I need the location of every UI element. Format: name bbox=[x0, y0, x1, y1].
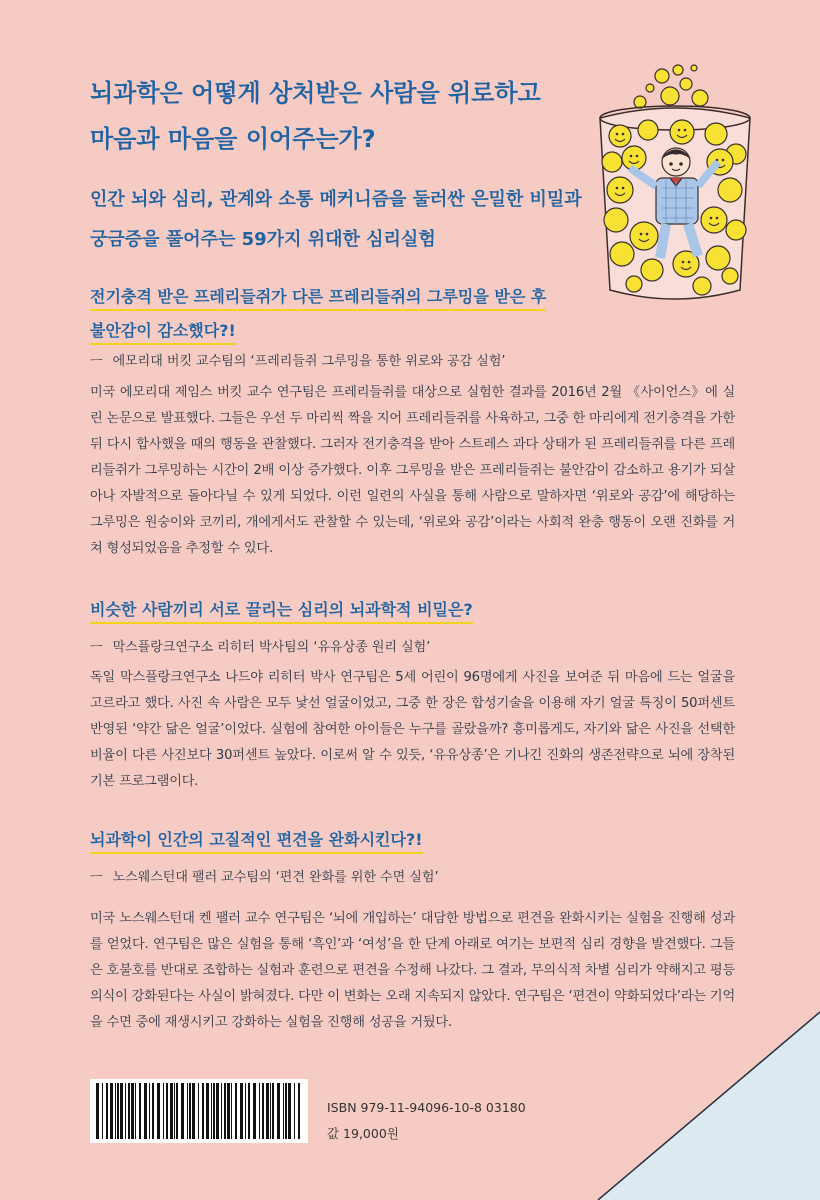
section-2-source-text: 막스플랑크연구소 리히터 박사팀의 ‘유유상종 원리 실험’ bbox=[112, 640, 431, 655]
headline-line-1: 뇌과학은 어떻게 상처받은 사람을 위로하고 bbox=[90, 79, 541, 107]
section-2-question-line-1: 비슷한 사람끼리 서로 끌리는 심리의 뇌과학적 비밀은? bbox=[90, 600, 473, 624]
section-2-source bbox=[90, 636, 430, 655]
subheadline bbox=[90, 180, 590, 260]
section-2-question bbox=[90, 593, 473, 627]
glass-of-smileys-illustration bbox=[590, 58, 760, 308]
section-3-source-dash: ㅡ bbox=[90, 870, 103, 885]
headline bbox=[90, 70, 570, 162]
section-2-source-dash: ㅡ bbox=[90, 640, 103, 655]
section-1-question bbox=[90, 280, 546, 348]
section-1-source bbox=[90, 350, 506, 369]
section-1-question-line-2: 불안감이 감소했다?! bbox=[90, 321, 236, 345]
section-1-source-dash: ㅡ bbox=[90, 354, 103, 369]
section-1-source-text: 에모리대 버킷 교수팀의 ‘프레리들쥐 그루밍을 통한 위로와 공감 실험’ bbox=[112, 354, 506, 369]
section-1-body: 미국 에모리대 제임스 버킷 교수 연구팀은 프레리들쥐를 대상으로 실험한 결과를 2016년 2월 《사이언스》에 실린 논문으로 발표했다. 그들은 우선 두 마리씩 짝을 지어 프레리들쥐를 사육하고, 그중 한 마리에게 전기충격을 가한 뒤 다시 합사했을 때의 행동을 관찰했다. 그러자 전기충격을 받아 스트레스 과다 상태가 된 프레리들쥐를 다른 프레리들쥐가 그루밍하는 시간이 2배 이상 증가했다. 이후 그루밍을 받은 프레리들쥐는 불안감이 감소하고 용기가 되살아나 자발적으로 돌아다닐 수 있게 되었다. 이런 일련의 사실을 통해 사람으로 말하자면 ‘위로와 공감’에 해당하는 그루밍은 원숭이와 코끼리, 개에게서도 관찰할 수 있는데, ‘위로와 공감’이라는 사회적 완충 행동이 오랜 진화를 거쳐 형성되었음을 추정할 수 있다. bbox=[90, 385, 735, 556]
section-3-source bbox=[90, 866, 439, 885]
section-3-body: 미국 노스웨스턴대 켄 팰러 교수 연구팀은 ‘뇌에 개입하는’ 대담한 방법으로 편견을 완화시키는 실험을 진행해 성과를 얻었다. 연구팀은 많은 실험을 통해 ‘흑인’과 ‘여성’을 한 단계 아래로 여기는 보편적 심리 경향을 발견했다. 그들은 호불호를 반대로 조합하는 실험과 훈련으로 편견을 수정해 나갔다. 그 결과, 무의식적 차별 심리가 약해지고 평등의식이 강화된다는 사실이 밝혀졌다. 다만 이 변화는 오래 지속되지 않았다. 연구팀은 ‘편견이 약화되었다’라는 기억을 수면 중에 재생시키고 강화하는 실험을 진행해 성공을 거뒀다. bbox=[90, 911, 735, 1030]
section-3-question-line-1: 뇌과학이 인간의 고질적인 편견을 완화시킨다?! bbox=[90, 830, 423, 854]
price: 값 19,000원 bbox=[327, 1126, 399, 1141]
subheadline-line-2: 궁금증을 풀어주는 59가지 위대한 심리실험 bbox=[90, 229, 436, 250]
section-2-body: 독일 막스플랑크연구소 나드야 리히터 박사 연구팀은 5세 어린이 96명에게 사진을 보여준 뒤 마음에 드는 얼굴을 고르라고 했다. 사진 속 사람은 모두 낯선 얼굴이었고, 그중 한 장은 합성기술을 이용해 자기 얼굴 특징이 50퍼센트 반영된 ‘약간 닮은 얼굴’이었다. 실험에 참여한 아이들은 누구를 골랐을까? 흥미롭게도, 자기와 닮은 사진을 선택한 비율이 다른 사진보다 30퍼센트 높았다. 이로써 알 수 있듯, ‘유유상종’은 기나긴 진화의 생존전략으로 뇌에 장착된 기본 프로그램이다. bbox=[90, 670, 735, 789]
section-3-question bbox=[90, 823, 423, 857]
headline-line-2: 마음과 마음을 이어주는가? bbox=[90, 125, 376, 153]
section-3-source-text: 노스웨스턴대 팰러 교수팀의 ‘편견 완화를 위한 수면 실험’ bbox=[112, 870, 439, 885]
barcode bbox=[90, 1079, 308, 1143]
isbn: ISBN 979-11-94096-10-8 03180 bbox=[327, 1100, 526, 1115]
subheadline-line-1: 인간 뇌와 심리, 관계와 소통 메커니즘을 둘러싼 은밀한 비밀과 bbox=[90, 189, 582, 210]
section-1-question-line-1: 전기충격 받은 프레리들쥐가 다른 프레리들쥐의 그루밍을 받은 후 bbox=[90, 287, 546, 311]
